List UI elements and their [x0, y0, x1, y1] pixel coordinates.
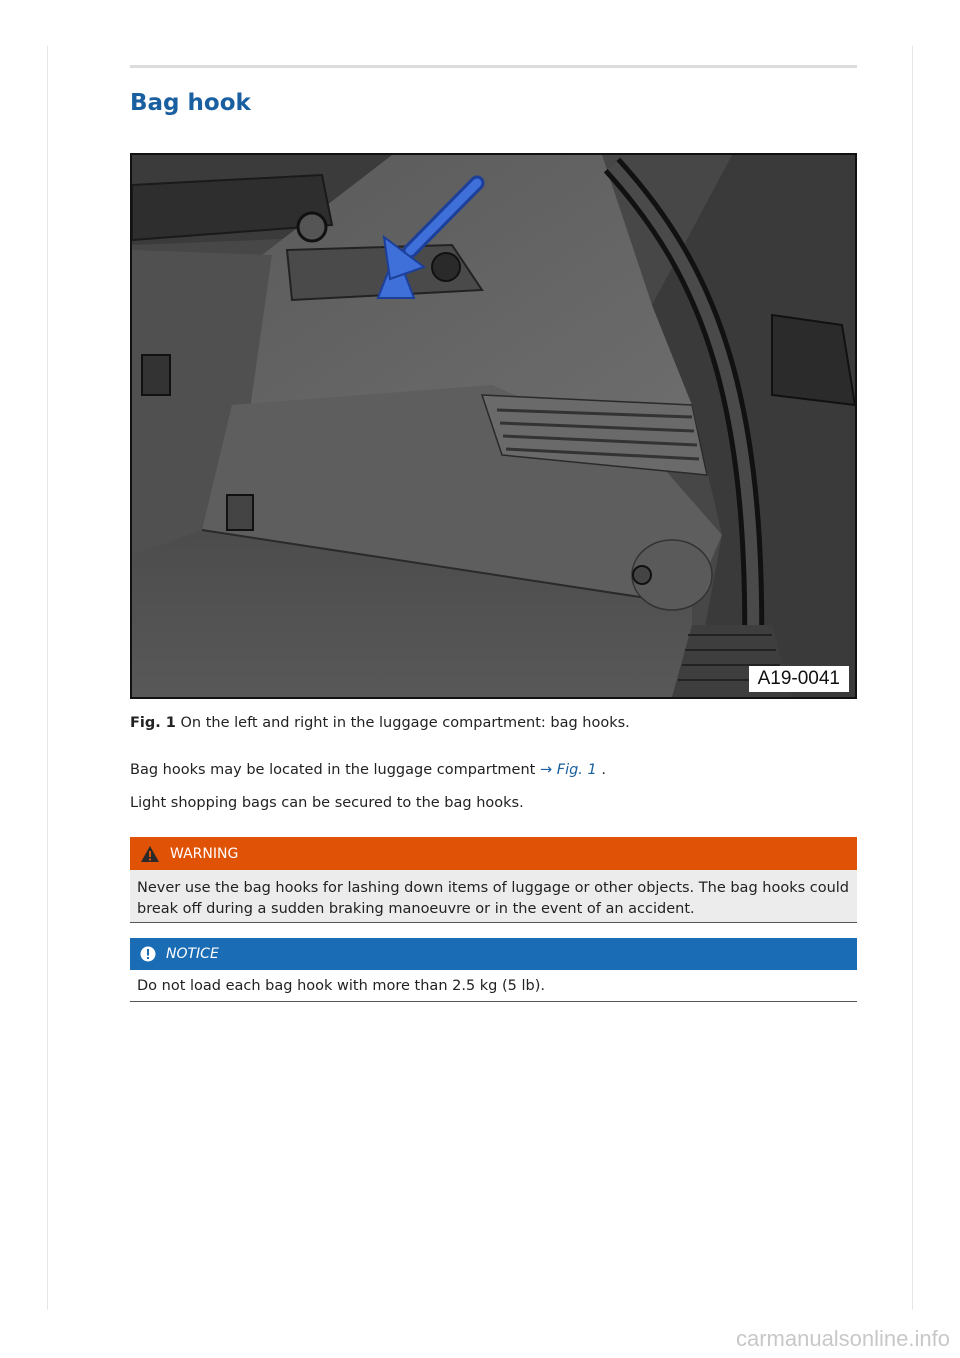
figure-reference-number: 1: [587, 762, 597, 778]
paragraph-shopping-bags: Light shopping bags can be secured to the bag hooks.: [130, 795, 524, 811]
figure-caption-prefix: Fig. 1: [130, 715, 176, 731]
luggage-compartment-figure: [130, 153, 857, 699]
top-rule: [130, 65, 857, 68]
watermark: carmanualsonline.info: [735, 1326, 950, 1351]
paragraph1-suffix: .: [596, 762, 606, 778]
figure-reference-label: Fig.: [556, 762, 583, 778]
figure-caption-text: On the left and right in the luggage compartment: bag hooks.: [175, 715, 630, 731]
exclamation-circle-icon: [140, 946, 156, 962]
notice-text: Do not load each bag hook with more than 2.5 kg (5 lb).: [130, 970, 857, 1002]
arrow-right-icon: →: [539, 762, 553, 778]
warning-text: Never use the bag hooks for lashing down items of luggage or other objects. The bag hooks could break off during a sudden braking manoeuvre or in the event of an accident.: [130, 870, 857, 923]
right-margin-line: [912, 46, 913, 1310]
notice-label: NOTICE: [166, 946, 219, 962]
warning-triangle-icon: [140, 845, 160, 863]
page-title: Bag hook: [130, 90, 251, 116]
figure-reference-link[interactable]: [540, 762, 597, 778]
figure-illustration: [132, 155, 855, 697]
notice-header: [130, 938, 857, 970]
figure-caption: [130, 715, 630, 731]
paragraph1-text: Bag hooks may be located in the luggage compartment: [130, 762, 540, 778]
warning-label: WARNING: [170, 845, 239, 862]
left-margin-line: [47, 46, 48, 1310]
warning-header: [130, 837, 857, 870]
paragraph-bag-hooks-location: [130, 762, 606, 778]
figure-label: A19-0041: [749, 666, 849, 692]
